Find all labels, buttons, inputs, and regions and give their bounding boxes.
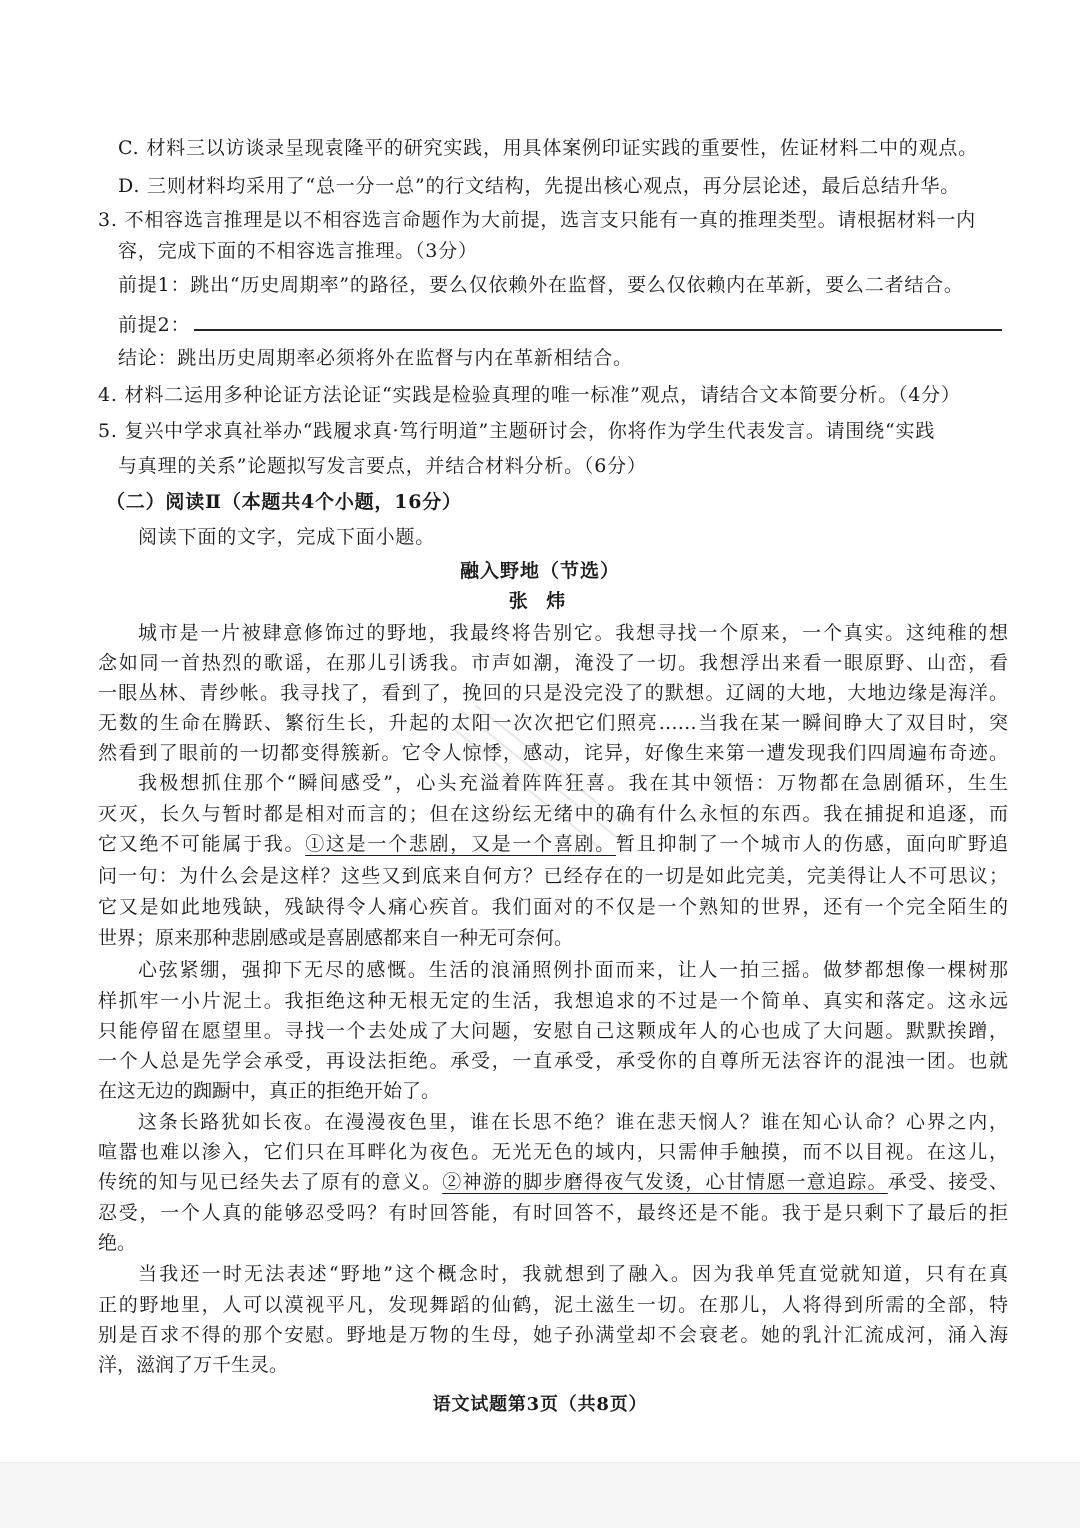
paragraph-4-line-3 <box>98 1167 1008 1197</box>
question-3-line-2: 容，完成下面的不相容选言推理。（3分） <box>118 240 478 262</box>
conclusion: 结论：跳出历史周期率必须将外在监督与内在革新相结合。 <box>118 347 633 369</box>
paragraph-5-line-1: 当我还一时无法表述“野地”这个概念时，我就想到了融入。因为我单凭直觉就知道，只有在真 <box>138 1263 1008 1285</box>
question-3-line-1: 3. 不相容选言推理是以不相容选言命题作为大前提，选言支只能有一真的推理类型。请根据材料一内 <box>98 209 976 231</box>
paragraph-4-line-3-post: 承受、接受、 <box>887 1171 1008 1193</box>
paragraph-5-line-4: 洋，滋润了万千生灵。 <box>98 1354 289 1376</box>
option-c: C. 材料三以访谈录呈现袁隆平的研究实践，用具体案例印证实践的重要性，佐证材料二中的观点。 <box>118 137 978 159</box>
article-author: 张 炜 <box>508 590 572 612</box>
section-instruction: 阅读下面的文字，完成下面小题。 <box>138 526 436 548</box>
paragraph-2-line-1: 我极想抓住那个“瞬间感受”，心头充溢着阵阵狂喜。我在其中领悟：万物都在急剧循环，生生 <box>138 772 1008 794</box>
paragraph-2-line-3 <box>98 829 1008 859</box>
paragraph-2-line-4: 问一句：为什么会是这样？这些又到底来自何方？已经存在的一切是如此完美，完美得让人不可思议； <box>98 865 1008 887</box>
question-5-line-1: 5. 复兴中学求真社举办“践履求真·笃行明道”主题研讨会，你将作为学生代表发言。请围绕“实践 <box>98 420 936 442</box>
paragraph-2-line-6: 世界；原来那种悲剧感或是喜剧感都来自一种无可奈何。 <box>98 927 574 949</box>
premise-2 <box>118 307 1002 340</box>
paragraph-2-line-3-post: 暂且抑制了一个城市人的伤感，面向旷野追 <box>616 833 1008 855</box>
paragraph-3-line-2: 样抓牢一小片泥土。我拒绝这种无根无定的生活，我想追求的不过是一个简单、真实和落定。这永远 <box>98 990 1008 1012</box>
question-5-line-2: 与真理的关系”论题拟写发言要点，并结合材料分析。（6分） <box>118 455 647 477</box>
premise-2-label: 前提2： <box>118 314 191 336</box>
paragraph-3-line-3: 只能停留在愿望里。寻找一个去处成了大问题，安慰自己这颗成年人的心也成了大问题。默默挨蹭， <box>98 1020 1008 1042</box>
paragraph-3-line-1: 心弦紧绷，强抑下无尽的感慨。生活的浪涌照例扑面而来，让人一拍三摇。做梦都想像一棵树那 <box>138 959 1008 981</box>
paragraph-1-line-1: 城市是一片被肆意修饰过的野地，我最终将告别它。我想寻找一个原来，一个真实。这纯稚的想 <box>138 622 1008 644</box>
paragraph-5-line-3: 别是百求不得的那个安慰。野地是万物的生母，她子孙满堂却不会衰老。她的乳汁汇流成河，涌入海 <box>98 1324 1008 1346</box>
paragraph-2-line-5: 它又是如此地残缺，残缺得令人痛心疾首。我们面对的不仅是一个熟知的世界，还有一个完全陌生的 <box>98 896 1008 918</box>
option-d: D. 三则材料均采用了“总一分一总”的行文结构，先提出核心观点，再分层论述，最后总结升华。 <box>118 175 961 197</box>
premise-1: 前提1：跳出“历史周期率”的路径，要么仅依赖外在监督，要么仅依赖内在革新，要么二者结合。 <box>118 274 964 296</box>
paragraph-1-line-2: 念如同一首热烈的歌谣，在那儿引诱我。市声如潮，淹没了一切。我想浮出来看一眼原野、山峦，看 <box>98 652 1008 674</box>
paragraph-3-line-4: 一个人总是先学会承受，再设法拒绝。承受，一直承受，承受你的自尊所无法容许的混浊一团。也就 <box>98 1050 1008 1072</box>
paragraph-4-line-1: 这条长路犹如长夜。在漫漫夜色里，谁在长思不绝？谁在悲天悯人？谁在知心认命？心界之内， <box>138 1111 1008 1133</box>
section-heading: （二）阅读Ⅱ（本题共4个小题，16分） <box>106 491 462 513</box>
paragraph-2-line-2: 灭灭，长久与暂时都是相对而言的；但在这纷纭无绪中的确有什么永恒的东西。我在捕捉和追逐，而 <box>98 803 1008 825</box>
paragraph-1-line-5: 然看到了眼前的一切都变得簇新。它令人惊悸，感动，诧异，好像生来第一遭发现我们四周遍布奇迹。 <box>98 742 1008 764</box>
underlined-sentence-1: ①这是一个悲剧，又是一个喜剧。 <box>305 833 617 855</box>
paragraph-4-line-4: 忍受，一个人真的能够忍受吗？有时回答能，有时回答不，最终还是不能。我于是只剩下了最后的拒 <box>98 1202 1008 1224</box>
scan-bottom-margin <box>0 1462 1080 1528</box>
paragraph-4-line-2: 喧嚣也难以渗入，它们只在耳畔化为夜色。无光无色的域内，只需伸手触摸，而不以目视。在这儿， <box>98 1141 1008 1163</box>
article-title: 融入野地（节选） <box>459 560 620 582</box>
paragraph-5-line-2: 正的野地里，人可以漠视平凡，发现舞蹈的仙鹤，泥土滋生一切。在那儿，人将得到所需的全部，特 <box>98 1294 1008 1316</box>
question-4: 4. 材料二运用多种论证方法论证“实践是检验真理的唯一标准”观点，请结合文本简要分析。（4分） <box>98 384 961 406</box>
paragraph-2-line-3-pre: 它又绝不可能属于我。 <box>98 833 306 855</box>
paragraph-4-line-5: 绝。 <box>98 1232 137 1254</box>
paragraph-3-line-5: 在这无边的踟蹰中，真正的拒绝开始了。 <box>98 1080 441 1102</box>
paragraph-1-line-3: 一眼丛林、青纱帐。我寻找了，看到了，挽回的只是没完没了的默想。辽阔的大地，大地边缘是海洋。 <box>98 682 1008 704</box>
underlined-sentence-2: ②神游的脚步磨得夜气发烫，心甘情愿一意追踪。 <box>442 1171 888 1193</box>
paragraph-1-line-4: 无数的生命在腾跃、繁衍生长，升起的太阳一次次把它们照亮……当我在某一瞬间睁大了双目时，突 <box>98 712 1008 734</box>
paragraph-4-line-3-pre: 传统的知与见已经失去了原有的意义。 <box>98 1171 443 1193</box>
premise-2-answer-blank[interactable] <box>194 307 1002 331</box>
page-footer: 语文试题第3页（共8页） <box>432 1394 648 1415</box>
